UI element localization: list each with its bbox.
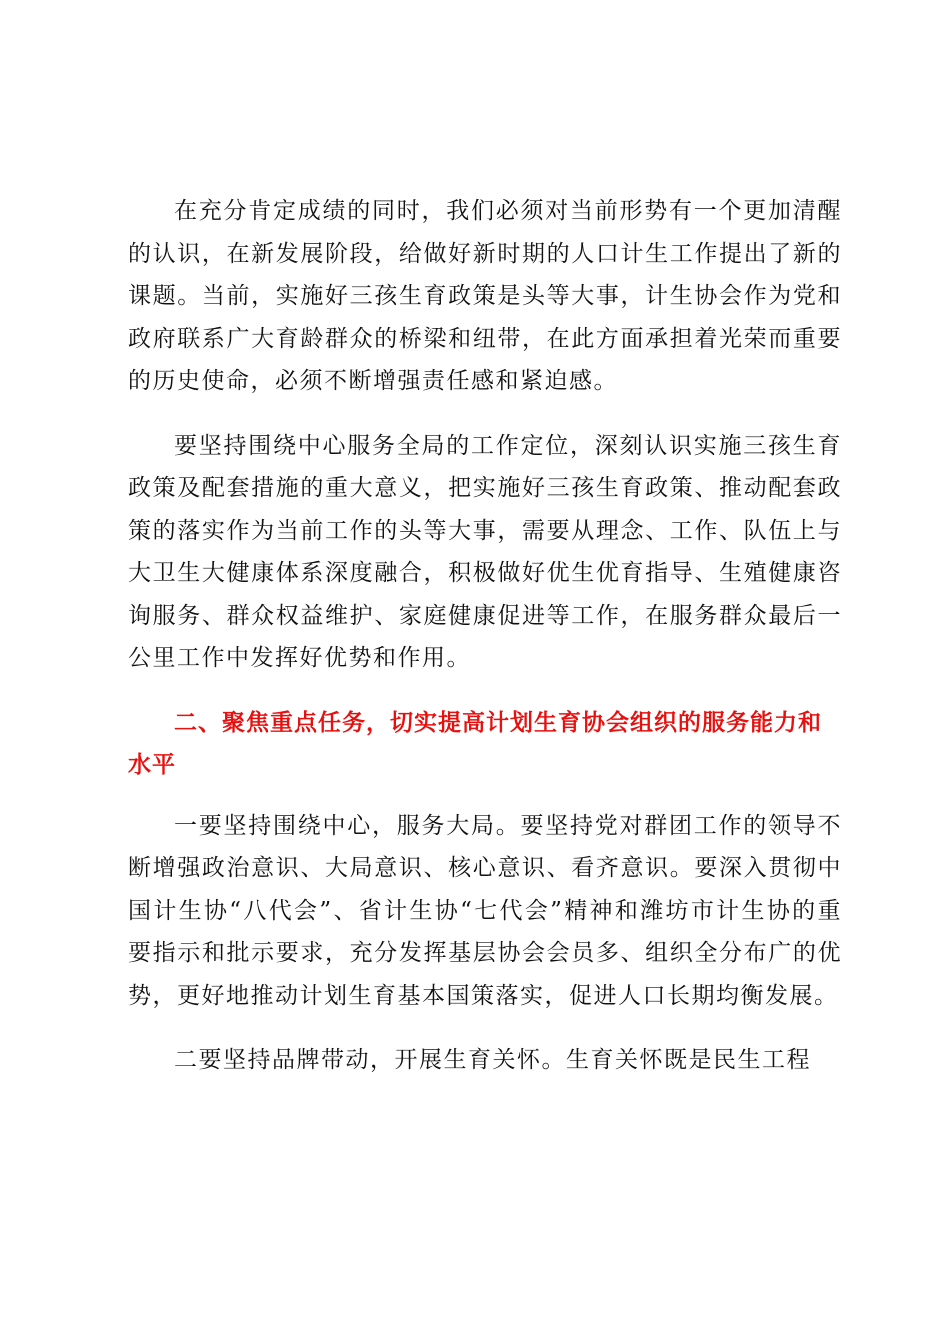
section-heading: 二、聚焦重点任务，切实提高计划生育协会组织的服务能力和水平 <box>128 709 822 778</box>
body-paragraph-4: 二要坚持品牌带动，开展生育关怀。生育关怀既是民生工程 <box>174 1047 811 1073</box>
body-paragraph-1: 在充分肯定成绩的同时，我们必须对当前形势有一个更加清醒的认识，在新发展阶段，给做好新时期的人口计生工作提出了新的课题。当前，实施好三孩生育政策是头等大事，计生协会作为党和政府联系广大育龄群众的桥梁和纽带，在此方面承担着光荣而重要的历史使命，必须不断增强责任感和紧迫感。 <box>128 198 842 394</box>
body-paragraph-2: 要坚持围绕中心服务全局的工作定位，深刻认识实施三孩生育政策及配套措施的重大意义，把实施好三孩生育政策、推动配套政策的落实作为当前工作的头等大事，需要从理念、工作、队伍上与大卫生大健康体系深度融合，积极做好优生优育指导、生殖健康咨询服务、群众权益维护、家庭健康促进等工作，在服务群众最后一公里工作中发挥好优势和作用。 <box>128 432 842 671</box>
body-paragraph-3: 一要坚持围绕中心，服务大局。要坚持党对群团工作的领导不断增强政治意识、大局意识、核心意识、看齐意识。要深入贯彻中国计生协“八代会”、省计生协“七代会”精神和潍坊市计生协的重要指示和批示要求，充分发挥基层协会会员多、组织全分布广的优势，更好地推动计划生育基本国策落实，促进人口长期均衡发展。 <box>128 812 842 1009</box>
document-page <box>128 190 842 1104</box>
